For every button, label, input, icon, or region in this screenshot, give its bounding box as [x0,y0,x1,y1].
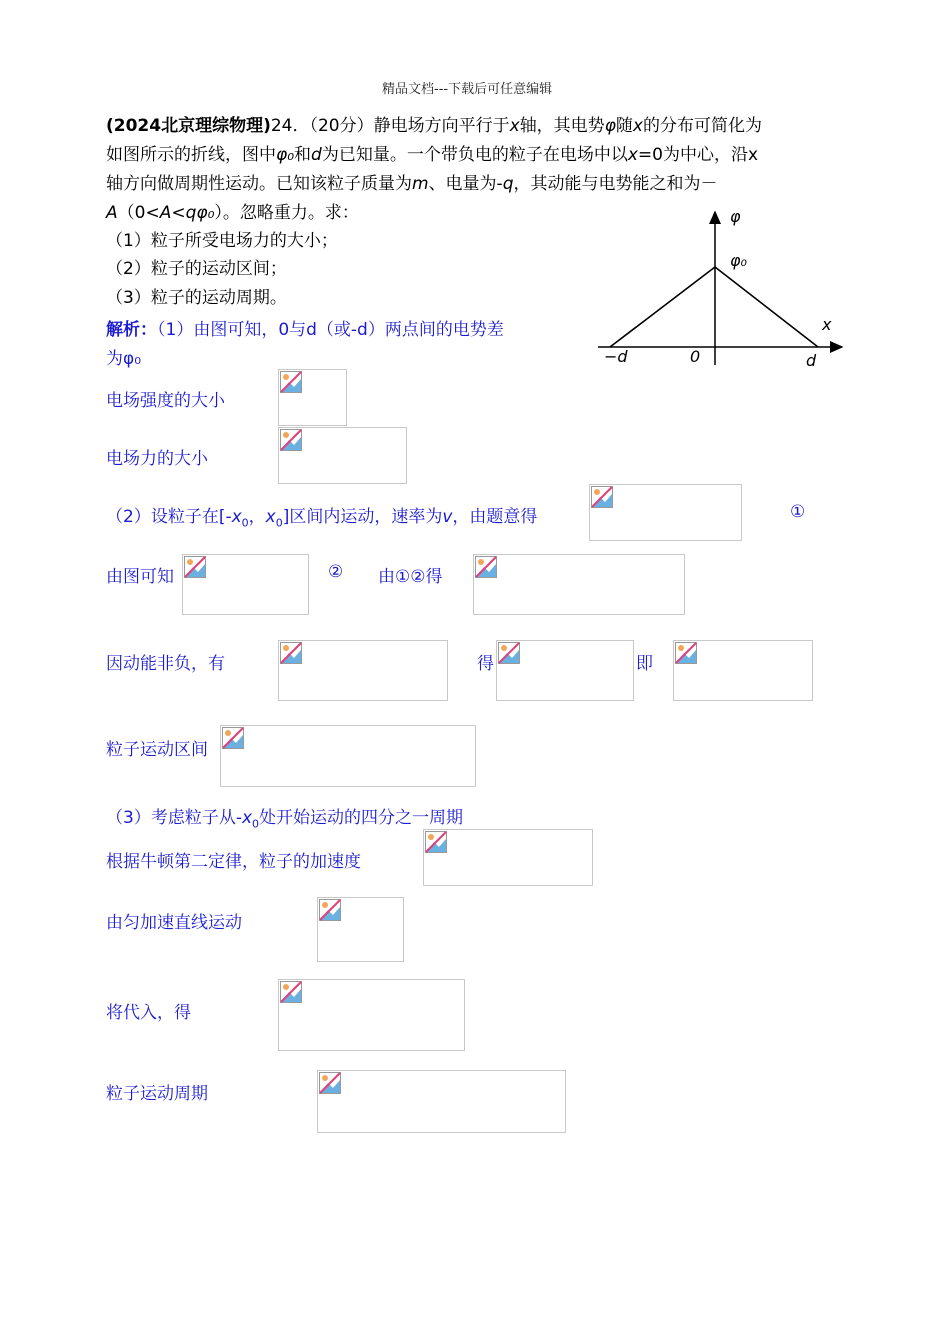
question-source: (2024北京理综物理) [106,116,271,136]
equation-number-2: ② [328,562,344,582]
from-graph-text: 由图可知 [106,567,174,587]
sub-question-3: （3）粒子的运动周期。 [106,288,287,308]
broken-image-icon [222,727,244,749]
y-axis-label: φ [730,207,741,226]
formula-image-field-force [278,427,407,484]
ke-nonnegative-text: 因动能非负，有 [106,654,225,674]
potential-line [610,267,818,347]
field-strength-text: 电场强度的大小 [106,391,225,411]
peak-label: φ₀ [730,251,747,270]
equation-number-1: ① [790,502,806,522]
question-line-3: 轴方向做周期性运动。已知该粒子质量为m、电量为-q，其动能与电势能之和为－ [106,174,718,194]
period-text: 粒子运动周期 [106,1084,208,1104]
broken-image-icon [280,429,302,451]
solution-part2-line: （2）设粒子在[$-x_0$，$x_0$]区间内运动，速率为v，由题意得 [106,507,538,530]
formula-image-kinematics [317,897,404,962]
tick-pos-d: d [806,351,817,370]
broken-image-icon [498,642,520,664]
broken-image-icon [280,642,302,664]
solution-part1-line1: 解析：（1）由图可知，0与d（或-d）两点间的电势差 [106,320,504,340]
substitute-text: 将代入，得 [106,1003,191,1023]
broken-image-icon [319,1072,341,1094]
formula-image-interval [220,725,476,787]
broken-image-icon [184,556,206,578]
potential-graph [590,200,850,375]
broken-image-icon [591,486,613,508]
broken-image-icon [280,371,302,393]
formula-image-period [317,1070,566,1133]
formula-image-potential-relation [182,554,309,615]
broken-image-icon [280,981,302,1003]
page-header: 精品文档---下载后可任意编辑 [382,82,553,97]
broken-image-icon [675,642,697,664]
formula-image-x-bound [496,640,634,701]
tick-origin: 0 [690,347,701,366]
question-line-4: A（0<A<qφ₀）。忽略重力。求： [106,203,359,223]
x-axis-label: x [822,315,832,334]
formula-image-quarter-time [278,979,465,1051]
question-line-1: (2024北京理综物理)24．（20分）静电场方向平行于x轴，其电势φ随x的分布可简化为 [106,116,762,136]
uniform-accel-text: 由匀加速直线运动 [106,913,242,933]
formula-image-combined [473,554,685,615]
formula-image-inequality [278,640,448,701]
broken-image-icon [475,556,497,578]
solution-part1-line2: 为φ₀ [106,349,142,369]
formula-image-x0 [673,640,813,701]
sub-question-2: （2）粒子的运动区间； [106,259,287,279]
motion-interval-text: 粒子运动区间 [106,740,208,760]
solution-label: 解析： [106,320,157,340]
formula-image-energy-eq [589,484,742,541]
broken-image-icon [425,831,447,853]
broken-image-icon [319,899,341,921]
newton-law-text: 根据牛顿第二定律，粒子的加速度 [106,852,361,872]
get-text: 得 [477,654,494,674]
sub-question-1: （1）粒子所受电场力的大小； [106,231,338,251]
tick-neg-d: −d [604,347,628,366]
field-force-text: 电场力的大小 [106,449,208,469]
from-1-2-text: 由①②得 [378,567,443,587]
ie-text: 即 [636,654,653,674]
formula-image-acceleration [423,829,593,886]
solution-part3-line: （3）考虑粒子从$-x_0$处开始运动的四分之一周期 [106,808,464,831]
question-line-2: 如图所示的折线，图中φ₀和d为已知量。一个带负电的粒子在电场中以x=0为中心，沿x [106,145,759,165]
formula-image-field-strength [278,369,347,426]
